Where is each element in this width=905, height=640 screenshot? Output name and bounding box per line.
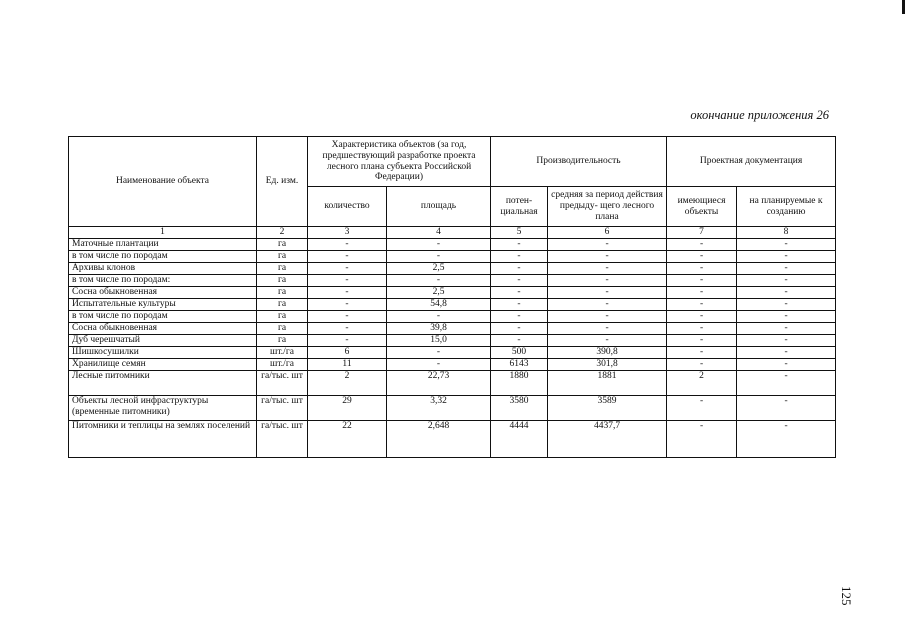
row-value-cell: - bbox=[667, 239, 737, 251]
row-name-cell: Лесные питомники bbox=[69, 371, 257, 396]
row-value-cell: - bbox=[667, 311, 737, 323]
row-value-cell: 301,8 bbox=[548, 359, 667, 371]
row-value-cell: 6 bbox=[308, 347, 387, 359]
row-value-cell: - bbox=[737, 251, 836, 263]
row-value-cell: - bbox=[667, 263, 737, 275]
row-value-cell: - bbox=[491, 299, 548, 311]
table-row bbox=[69, 359, 836, 371]
row-value-cell: - bbox=[548, 287, 667, 299]
row-value-cell: - bbox=[491, 275, 548, 287]
row-name-cell: Шишкосушилки bbox=[69, 347, 257, 359]
row-value-cell: - bbox=[667, 287, 737, 299]
column-number: 2 bbox=[257, 227, 308, 239]
row-value-cell: - bbox=[387, 359, 491, 371]
row-value-cell: - bbox=[737, 323, 836, 335]
row-value-cell: - bbox=[667, 275, 737, 287]
row-value-cell: - bbox=[737, 239, 836, 251]
header-characteristics: Характеристика объектов (за год, предшествующий разработке проекта лесного плана субъекта Российской Федерации) bbox=[308, 137, 491, 187]
header-name: Наименование объекта bbox=[69, 137, 257, 227]
row-value-cell: - bbox=[491, 239, 548, 251]
row-unit-cell: га bbox=[257, 323, 308, 335]
row-name-cell: в том числе по породам bbox=[69, 311, 257, 323]
row-unit-cell: га bbox=[257, 275, 308, 287]
page-number: 125 bbox=[839, 586, 854, 606]
row-value-cell: - bbox=[667, 335, 737, 347]
row-value-cell: 39,8 bbox=[387, 323, 491, 335]
row-value-cell: - bbox=[387, 275, 491, 287]
row-value-cell: - bbox=[491, 263, 548, 275]
row-value-cell: - bbox=[667, 396, 737, 421]
row-value-cell: - bbox=[737, 299, 836, 311]
header-productivity: Производительность bbox=[491, 137, 667, 187]
table-row bbox=[69, 287, 836, 299]
row-unit-cell: га bbox=[257, 299, 308, 311]
row-value-cell: 1880 bbox=[491, 371, 548, 396]
row-value-cell: 390,8 bbox=[548, 347, 667, 359]
header-area: площадь bbox=[387, 187, 491, 227]
row-value-cell: 3589 bbox=[548, 396, 667, 421]
row-value-cell: - bbox=[548, 335, 667, 347]
row-value-cell: - bbox=[737, 287, 836, 299]
row-value-cell: - bbox=[737, 335, 836, 347]
table-row bbox=[69, 251, 836, 263]
row-value-cell: - bbox=[737, 263, 836, 275]
table-row bbox=[69, 275, 836, 287]
row-name-cell: в том числе по породам bbox=[69, 251, 257, 263]
column-number: 7 bbox=[667, 227, 737, 239]
row-value-cell: 4444 bbox=[491, 421, 548, 458]
row-value-cell: 22,73 bbox=[387, 371, 491, 396]
row-value-cell: - bbox=[667, 299, 737, 311]
column-number: 8 bbox=[737, 227, 836, 239]
row-value-cell: - bbox=[667, 347, 737, 359]
row-value-cell: - bbox=[548, 299, 667, 311]
header-design-docs: Проектная документация bbox=[667, 137, 836, 187]
row-value-cell: - bbox=[387, 239, 491, 251]
row-value-cell: - bbox=[548, 263, 667, 275]
row-value-cell: - bbox=[667, 421, 737, 458]
table-row bbox=[69, 347, 836, 359]
header-quantity: количество bbox=[308, 187, 387, 227]
row-name-cell: Архивы клонов bbox=[69, 263, 257, 275]
row-name-cell: Сосна обыкновенная bbox=[69, 323, 257, 335]
row-name-cell: Испытательные культуры bbox=[69, 299, 257, 311]
row-value-cell: - bbox=[548, 239, 667, 251]
appendix-table bbox=[68, 136, 836, 458]
row-value-cell: - bbox=[667, 359, 737, 371]
row-unit-cell: га bbox=[257, 335, 308, 347]
row-unit-cell: га bbox=[257, 311, 308, 323]
row-value-cell: - bbox=[737, 396, 836, 421]
row-unit-cell: га/тыс. шт bbox=[257, 371, 308, 396]
row-value-cell: - bbox=[737, 311, 836, 323]
column-number-row bbox=[69, 227, 836, 239]
row-value-cell: 3580 bbox=[491, 396, 548, 421]
column-number: 1 bbox=[69, 227, 257, 239]
column-number: 6 bbox=[548, 227, 667, 239]
table-row bbox=[69, 396, 836, 421]
row-name-cell: Питомники и теплицы на землях поселений bbox=[69, 421, 257, 458]
table-row bbox=[69, 299, 836, 311]
row-value-cell: - bbox=[308, 251, 387, 263]
row-unit-cell: га bbox=[257, 251, 308, 263]
header-planned: на планируемые к созданию bbox=[737, 187, 836, 227]
row-value-cell: - bbox=[737, 359, 836, 371]
row-unit-cell: га bbox=[257, 263, 308, 275]
row-value-cell: - bbox=[737, 421, 836, 458]
row-unit-cell: га/тыс. шт bbox=[257, 421, 308, 458]
row-value-cell: - bbox=[308, 323, 387, 335]
row-value-cell: - bbox=[308, 311, 387, 323]
appendix-caption: окончание приложения 26 bbox=[690, 108, 829, 122]
row-value-cell: 2,5 bbox=[387, 263, 491, 275]
row-value-cell: - bbox=[491, 311, 548, 323]
table-row bbox=[69, 323, 836, 335]
header-average: средняя за период действия предыду- щего лесного плана bbox=[548, 187, 667, 227]
row-unit-cell: шт./га bbox=[257, 347, 308, 359]
row-name-cell: в том числе по породам: bbox=[69, 275, 257, 287]
row-name-cell: Сосна обыкновенная bbox=[69, 287, 257, 299]
row-value-cell: 29 bbox=[308, 396, 387, 421]
row-name-cell: Дуб черешчатый bbox=[69, 335, 257, 347]
row-value-cell: 6143 bbox=[491, 359, 548, 371]
row-value-cell: - bbox=[387, 251, 491, 263]
row-value-cell: - bbox=[308, 263, 387, 275]
row-value-cell: - bbox=[491, 323, 548, 335]
row-value-cell: 500 bbox=[491, 347, 548, 359]
row-unit-cell: га bbox=[257, 287, 308, 299]
header-potential: потен- циальная bbox=[491, 187, 548, 227]
row-value-cell: 22 bbox=[308, 421, 387, 458]
row-value-cell: 2,5 bbox=[387, 287, 491, 299]
header-existing: имеющиеся объекты bbox=[667, 187, 737, 227]
row-value-cell: 3,32 bbox=[387, 396, 491, 421]
row-value-cell: - bbox=[548, 251, 667, 263]
column-number: 4 bbox=[387, 227, 491, 239]
row-value-cell: 15,0 bbox=[387, 335, 491, 347]
row-unit-cell: га/тыс. шт bbox=[257, 396, 308, 421]
row-value-cell: 4437,7 bbox=[548, 421, 667, 458]
row-value-cell: - bbox=[308, 299, 387, 311]
table-row bbox=[69, 421, 836, 458]
row-value-cell: 2 bbox=[308, 371, 387, 396]
table-row bbox=[69, 335, 836, 347]
row-name-cell: Хранилище семян bbox=[69, 359, 257, 371]
row-value-cell: - bbox=[667, 251, 737, 263]
header-unit: Ед. изм. bbox=[257, 137, 308, 227]
table-row bbox=[69, 263, 836, 275]
row-value-cell: - bbox=[491, 251, 548, 263]
row-name-cell: Маточные плантации bbox=[69, 239, 257, 251]
table-body bbox=[69, 239, 836, 458]
row-value-cell: - bbox=[548, 311, 667, 323]
row-value-cell: - bbox=[491, 335, 548, 347]
row-value-cell: - bbox=[737, 347, 836, 359]
row-value-cell: - bbox=[548, 323, 667, 335]
row-unit-cell: га bbox=[257, 239, 308, 251]
row-value-cell: - bbox=[308, 335, 387, 347]
row-value-cell: - bbox=[737, 275, 836, 287]
row-value-cell: - bbox=[308, 239, 387, 251]
row-value-cell: 1881 bbox=[548, 371, 667, 396]
row-value-cell: - bbox=[387, 311, 491, 323]
row-unit-cell: шт./га bbox=[257, 359, 308, 371]
row-value-cell: - bbox=[308, 275, 387, 287]
row-value-cell: - bbox=[667, 323, 737, 335]
column-number: 3 bbox=[308, 227, 387, 239]
row-name-cell: Объекты лесной инфраструктуры (временные питомники) bbox=[69, 396, 257, 421]
table-row bbox=[69, 311, 836, 323]
row-value-cell: - bbox=[387, 347, 491, 359]
table-row bbox=[69, 239, 836, 251]
row-value-cell: - bbox=[308, 287, 387, 299]
table-row bbox=[69, 371, 836, 396]
row-value-cell: 2 bbox=[667, 371, 737, 396]
row-value-cell: 54,8 bbox=[387, 299, 491, 311]
row-value-cell: 11 bbox=[308, 359, 387, 371]
row-value-cell: 2,648 bbox=[387, 421, 491, 458]
column-number: 5 bbox=[491, 227, 548, 239]
row-value-cell: - bbox=[737, 371, 836, 396]
row-value-cell: - bbox=[548, 275, 667, 287]
row-value-cell: - bbox=[491, 287, 548, 299]
